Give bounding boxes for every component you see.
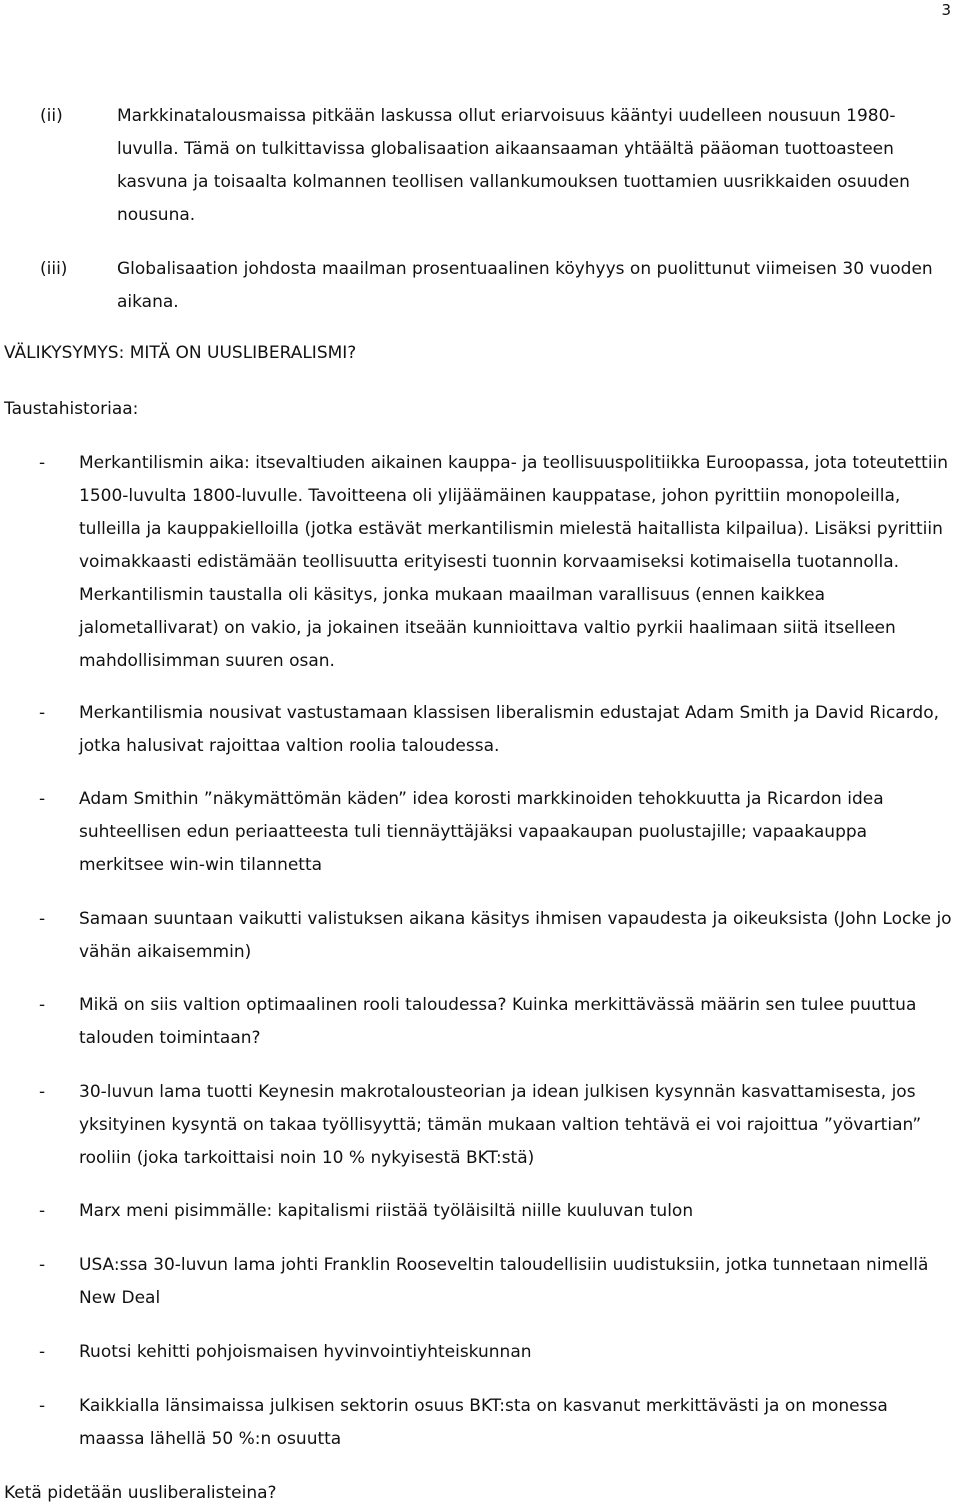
bullet-item <box>39 1195 954 1228</box>
bullet-text: Ruotsi kehitti pohjoismaisen hyvinvointiyhteiskunnan <box>79 1342 532 1362</box>
bullet-text: Kaikkialla länsimaissa julkisen sektorin osuus BKT:sta on kasvanut merkittävästi ja on monessa maassa lähellä 50 %:n osuutta <box>79 1396 888 1449</box>
bullet-item <box>39 903 954 969</box>
dash-marker: - <box>39 1201 46 1221</box>
dash-marker: - <box>39 1082 46 1102</box>
dash-marker: - <box>39 453 46 473</box>
dash-marker: - <box>39 789 46 809</box>
numbered-item-iii <box>40 253 940 319</box>
bullet-text: Mikä on siis valtion optimaalinen rooli taloudessa? Kuinka merkittävässä määrin sen tulee puuttua talouden toimintaan? <box>79 995 917 1048</box>
bullet-item <box>39 989 954 1055</box>
bullet-text: Samaan suuntaan vaikutti valistuksen aikana käsitys ihmisen vapaudesta ja oikeuksista (John Locke jo vähän aikaisemmin) <box>79 909 952 962</box>
closing-question: Ketä pidetään uusliberalisteina? <box>4 1483 277 1503</box>
bullet-item <box>39 697 954 763</box>
dash-marker: - <box>39 703 46 723</box>
bullet-text: Marx meni pisimmälle: kapitalismi riistää työläisiltä niille kuuluvan tulon <box>79 1201 694 1221</box>
dash-marker: - <box>39 1342 46 1362</box>
subheading: Taustahistoriaa: <box>4 399 139 419</box>
bullet-text: Adam Smithin ”näkymättömän käden” idea korosti markkinoiden tehokkuutta ja Ricardon idea suhteellisen edun periaatteesta tuli tiennäyttäjäksi vapaakaupan puolustajille; vapaakauppa merkitsee win-win tilannetta <box>79 789 884 875</box>
bullet-item <box>39 1249 954 1315</box>
bullet-item <box>39 1336 954 1369</box>
item-text: Globalisaation johdosta maailman prosentuaalinen köyhyys on puolittunut viimeisen 30 vuoden aikana. <box>117 259 933 312</box>
bullet-item <box>39 783 954 882</box>
item-number: (iii) <box>40 259 68 279</box>
bullet-item <box>39 1390 954 1456</box>
page-number: 3 <box>941 1 951 19</box>
bullet-item <box>39 447 954 678</box>
dash-marker: - <box>39 1396 46 1416</box>
bullet-text: Merkantilismin aika: itsevaltiuden aikainen kauppa- ja teollisuuspolitiikka Euroopassa, jota toteutettiin 1500-luvulta 1800-luvulle. Tavoitteena oli ylijäämäinen kauppatase, johon pyrittiin monopoleilla, tulleilla ja kauppakielloilla (jotka estävät merkantilismin mielestä haitallista kilpailua). Lisäksi pyrittiin voimakkaasti edistämään teollisuutta erityisesti tuonnin korvaamiseksi kotimaisella tuotannolla. Merkantilismin taustalla oli käsitys, jonka mukaan maailman varallisuus (ennen kaikkea jalometallivarat) on vakio, ja jokainen itseään kunnioittava valtio pyrkii haalimaan siitä itselleen mahdollisimman suuren osan. <box>79 453 949 671</box>
numbered-item-ii <box>40 100 940 232</box>
bullet-text: 30-luvun lama tuotti Keynesin makrotalousteorian ja idean julkisen kysynnän kasvattamisesta, jos yksityinen kysyntä on takaa työllisyyttä; tämän mukaan valtion tehtävä ei voi rajoittua ”yövartian” rooliin (joka tarkoittaisi noin 10 % nykyisestä BKT:stä) <box>79 1082 922 1168</box>
bullet-text: USA:ssa 30-luvun lama johti Franklin Rooseveltin taloudellisiin uudistuksiin, jotka tunnetaan nimellä New Deal <box>79 1255 929 1308</box>
item-number: (ii) <box>40 106 63 126</box>
item-text: Markkinatalousmaissa pitkään laskussa ollut eriarvoisuus kääntyi uudelleen nousuun 1980-luvulla. Tämä on tulkittavissa globalisaation aikaansaaman yhtäältä pääoman tuottoasteen kasvuna ja toisaalta kolmannen teollisen vallankumouksen tuottamien uusrikkaiden osuuden nousuna. <box>117 106 910 225</box>
dash-marker: - <box>39 995 46 1015</box>
bullet-text: Merkantilismia nousivat vastustamaan klassisen liberalismin edustajat Adam Smith ja David Ricardo, jotka halusivat rajoittaa valtion roolia taloudessa. <box>79 703 940 756</box>
bullet-item <box>39 1076 954 1175</box>
section-heading: VÄLIKYSYMYS: MITÄ ON UUSLIBERALISMI? <box>4 343 357 363</box>
dash-marker: - <box>39 1255 46 1275</box>
dash-marker: - <box>39 909 46 929</box>
